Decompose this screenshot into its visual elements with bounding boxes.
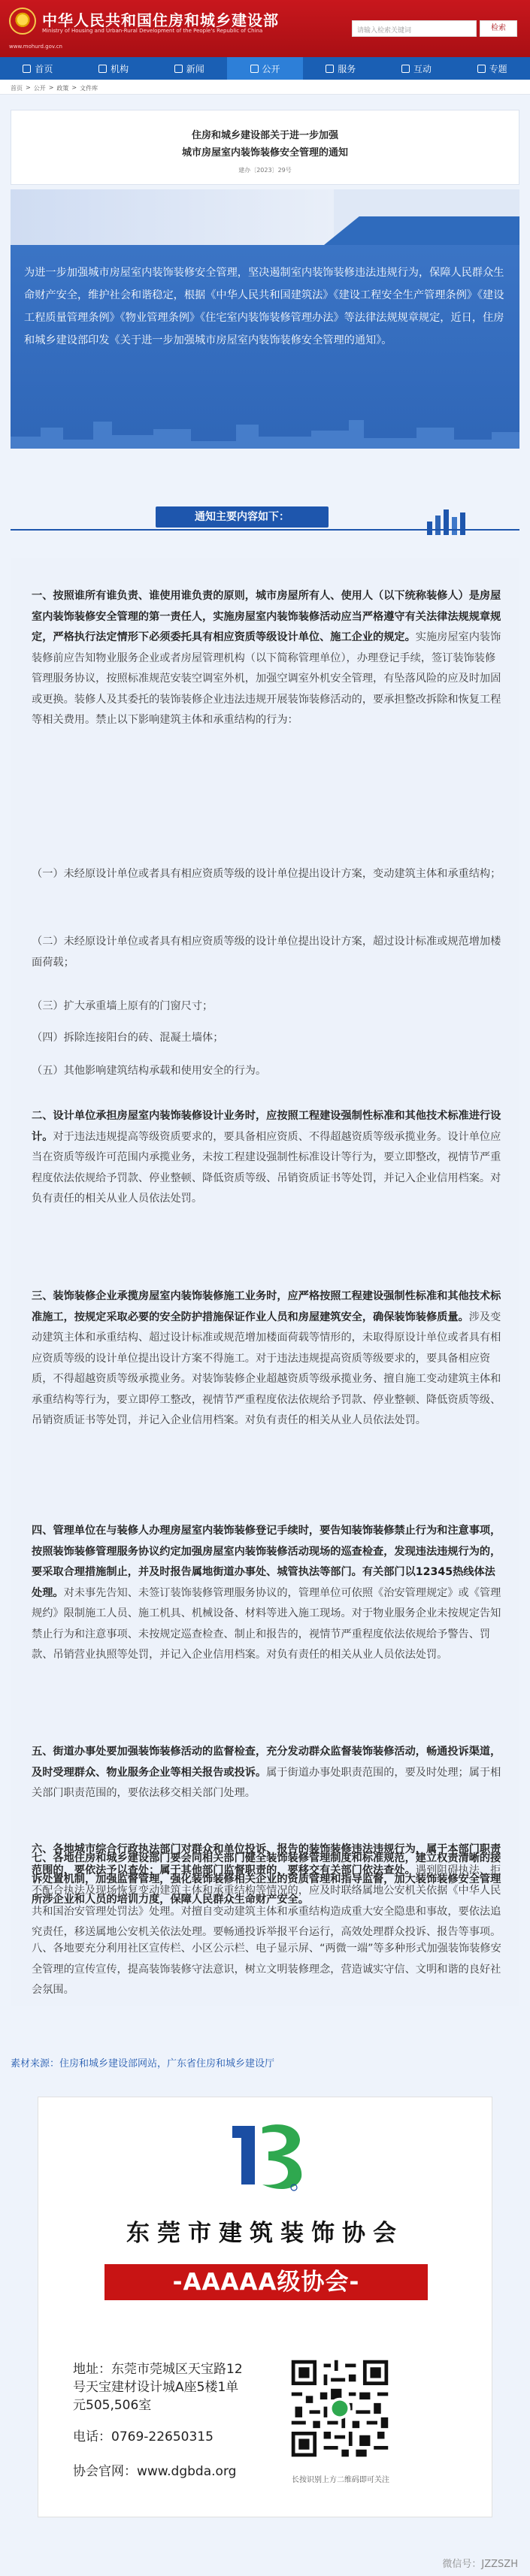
banner-decoration	[11, 189, 519, 245]
list-item: （五）其他影响建筑结构承载和使用安全的行为。	[32, 1065, 267, 1077]
breadcrumb-item[interactable]: 政策	[56, 85, 69, 92]
section-title: 通知主要内容如下：	[156, 506, 329, 528]
phone-number: 电话：0769-22650315	[73, 2429, 214, 2444]
association-card	[38, 2097, 492, 2517]
paragraph-7	[32, 1849, 501, 1911]
paragraph-text: 遇到阻碍执法、拒不配合执法及现场恢复变动建筑主体和承重结构等情况的，应及时联络属地公安机关依据《中华人民共和国治安管理处罚法》处理。对擅自变动建筑主体和承重结构造成重大安全隐患和事故，要依法追究责任，移送属地公安机关依法处理。要畅通投诉举报平台运行，高效处理群众投诉、报告等事项。	[32, 1864, 501, 1938]
qr-caption: 长按识别上方二维码即可关注	[292, 2476, 389, 2484]
nav-news[interactable]	[151, 57, 227, 80]
breadcrumb-item[interactable]: 公开	[33, 85, 46, 92]
site-domain: www.mohurd.gov.cn	[9, 44, 62, 50]
document-title-line1: 住房和城乡建设部关于进一步加强	[191, 130, 338, 141]
nav-label: 服务	[338, 63, 356, 74]
paragraph-text: 涉及变动建筑主体和承重结构、超过设计标准或规范增加楼面荷载等情形的，未取得原设计单位或者具有相应资质等级的设计单位提出设计方案不得施工。对于违法违规提高资质等级要求的，要具备相应资质，不得超越资质等级承揽业务。对装饰装修企业超越资质等级承揽业务、擅自施工变动建筑主体和承重结构等行为，要立即停工整改，视情节严重程度依法依规给予罚款、停业整顿、降低资质等级、吊销资质证书等处罚，并记入企业信用档案。对负有责任的相关从业人员依法处罚。	[32, 1311, 501, 1426]
site-header	[0, 0, 530, 57]
paragraph-lead: 一、按照谁所有谁负责、谁使用谁负责的原则，城市房屋所有人、使用人（以下统称装修人）是房屋室内装饰装修安全管理的第一责任人，实施房屋室内装饰装修活动应当严格遵守有关法律法规规章规定，严格执行法定情形下必须委托具有相应资质等级设计单位、施工企业的规定。	[32, 590, 501, 643]
nav-open[interactable]	[227, 57, 303, 80]
address-line: 号天宝建材设计城A座5楼1单	[73, 2380, 239, 2395]
section-divider	[11, 529, 519, 531]
wechat-watermark: 微信号：JZZSZH	[442, 2559, 518, 2570]
source-credit: 素材来源：住房和城乡建设部网站，广东省住房和城乡建设厅	[11, 2058, 275, 2070]
nav-organization[interactable]	[76, 57, 152, 80]
intro-banner	[11, 189, 519, 449]
association-name: 东莞市建筑装饰协会	[126, 2220, 404, 2247]
qr-code-icon[interactable]	[288, 2357, 392, 2460]
nav-home[interactable]	[0, 57, 76, 80]
paragraph-2	[32, 1106, 501, 1210]
paragraph-lead: 六、各地城市综合行政执法部门对群众和单位投诉、报告的装饰装修违法违规行为，属于本部门职责范围的，要依法予以查处；属于其他部门监督职责的，要移交有关部门依法查处。	[32, 1843, 501, 1876]
association-logo-icon	[225, 2117, 307, 2192]
paragraph-lead: 五、街道办事处要加强装饰装修活动的监督检查，充分发动群众监督装饰装修活动，畅通投诉渠道，及时受理群众、物业服务企业等相关报告或投诉。	[32, 1746, 501, 1779]
search-button[interactable]: 检索	[480, 20, 517, 37]
chat-icon	[401, 65, 410, 73]
list-item: （一）未经原设计单位或者具有相应资质等级的设计单位提出设计方案，变动建筑主体和承重结构；	[32, 868, 501, 880]
paragraph-lead: 四、管理单位在与装修人办理房屋室内装饰装修登记手续时，要告知装饰装修禁止行为和注意事项，按照装饰装修管理服务协议约定加强房屋室内装饰装修活动现场的巡查检查，发现违法违规行为的，要采取合理措施制止，并及时报告属地街道办事处、城管执法等部门。有关部门以12345热线体法处理。	[32, 1525, 501, 1599]
document-title-line2: 城市房屋室内装饰装修安全管理的通知	[181, 147, 348, 159]
list-item: （三）扩大承重墙上原有的门窗尺寸；	[32, 1000, 214, 1012]
section-header	[11, 460, 519, 558]
paragraph-1	[32, 586, 501, 731]
document-number: 建办〔2023〕29号	[238, 167, 292, 174]
document-title-card	[11, 110, 519, 185]
paragraph-lead: 二、设计单位承担房屋室内装饰装修设计业务时，应按照工程建设强制性标准和其他技术标准进行设计。	[32, 1110, 501, 1143]
building-icon	[98, 65, 107, 73]
paragraph-lead: 七、各地住房和城乡建设部门要会同相关部门健全装饰装修管理制度和标准规范，建立权责清晰的接诉处置机制，加强监督管理，强化装饰装修相关企业的资质管理和指导监督，加大装饰装修安全管理所涉企业和人员的培训力度，保障人民群众生命财产安全。	[32, 1852, 501, 1906]
paragraph-8: 八、各地要充分利用社区宣传栏、小区公示栏、电子显示屏、“两微一端”等多种形式加强装饰装修安全管理的宣传宣传，提高装饰装修守法意识，树立文明装修理念，营造诚实守信、文明和谐的良好社会氛围。	[32, 1943, 501, 1996]
breadcrumb: 首页 > 公开 > 政策 > 文件库	[0, 80, 530, 95]
bar-chart-icon	[424, 505, 477, 535]
nav-topic[interactable]	[454, 57, 530, 80]
nav-interaction[interactable]	[379, 57, 455, 80]
topic-icon	[477, 65, 486, 73]
site-title: 中华人民共和国住房和城乡建设部	[42, 11, 279, 29]
nav-service[interactable]	[303, 57, 379, 80]
nav-label: 机构	[111, 63, 129, 74]
paragraph-3	[32, 1286, 501, 1432]
national-emblem-icon	[9, 8, 36, 35]
paragraph-text: 实施房屋室内装饰装修前应告知物业服务企业或者房屋管理机构（以下简称管理单位），办理登记手续，签订装饰装修管理服务协议，按照标准规范安装空调室外机，加强空调室外机安全管理，有坠落风险的应及时加固或更换。装修人及其委托的装饰装修企业违法违规开展装饰装修活动的，要承担整改拆除和恢复工程等相关费用。禁止以下影响建筑主体和承重结构的行为：	[32, 631, 501, 726]
website-link[interactable]: 协会官网：www.dgbda.org	[73, 2464, 237, 2479]
site-title-english: Ministry of Housing and Urban-Rural Development of the People's Republic of China	[42, 28, 263, 34]
list-item: （二）未经原设计单位或者具有相应资质等级的设计单位提出设计方案，超过设计标准或规范增加楼面荷载；	[32, 936, 501, 969]
breadcrumb-item[interactable]: 文件库	[80, 85, 98, 92]
article-body	[11, 558, 519, 2006]
breadcrumb-item[interactable]: 首页	[11, 85, 23, 92]
association-grade-banner: -AAAAA级协会-	[104, 2264, 428, 2300]
nav-label: 互动	[413, 63, 432, 74]
paragraph-text: 对未事先告知、未签订装饰装修管理服务协议的，管理单位可依照《治安管理规定》或《管理规约》限制施工人员、施工机具、机械设备、材料等进入施工现场。对于物业服务企业未按规定告知禁止行为和注意事项、未按规定巡查检查、制止和报告的，视情节严重程度依法依规给予警告、罚款、吊销营业执照等处罚，并记入企业信用档案。对负有责任的相关从业人员依法处罚。	[32, 1586, 501, 1661]
open-icon	[250, 65, 259, 73]
news-icon	[174, 65, 183, 73]
paragraph-5	[32, 1742, 501, 1804]
list-item: （四）拆除连接阳台的砖、混凝土墙体；	[32, 1032, 224, 1044]
address-line: 元505,506室	[73, 2398, 152, 2413]
paragraph-text: 对于违法违规提高等级资质要求的，要具备相应资质、不得超越资质等级承揽业务。设计单位应当在资质等级许可范围内承揽业务，未按工程建设强制性标准设计等行为，要立即整改，视情节严重程度依法依规给予罚款、停业整顿、降低资质等级、吊销资质证书等处罚，并记入企业信用档案。对负有责任的相关从业人员依法处罚。	[32, 1130, 501, 1205]
address-line: 地址：东莞市莞城区天宝路12	[73, 2362, 243, 2377]
nav-label: 公开	[262, 63, 280, 74]
intro-text: 为进一步加强城市房屋室内装饰装修安全管理，坚决遏制室内装饰装修违法违规行为，保障人民群众生命财产安全，维护社会和谐稳定，根据《中华人民共和国建筑法》《建设工程安全生产管理条例》《建设工程质量管理条例》《物业管理条例》《住宅室内装饰装修管理办法》等法律法规规章规定，近日，住房和城乡建设部印发《关于进一步加强城市房屋室内装饰装修安全管理的通知》。	[24, 267, 504, 346]
skyline-decoration	[11, 414, 519, 449]
search-input[interactable]: 请输入检索关键词	[352, 20, 477, 37]
home-icon	[23, 65, 31, 73]
service-icon	[326, 65, 334, 73]
nav-label: 专题	[489, 63, 507, 74]
paragraph-text: 属于街道办事处职责范围的，要及时处理；属于相关部门职责范围的，要依法移交相关部门处理。	[32, 1766, 501, 1799]
paragraph-lead: 三、装饰装修企业承揽房屋室内装饰装修施工业务时，应严格按照工程建设强制性标准和其他技术标准施工，按规定采取必要的安全防护措施保证作业人员和房屋建筑安全，确保装饰装修质量。	[32, 1290, 501, 1323]
nav-label: 新闻	[186, 63, 204, 74]
main-nav	[0, 57, 530, 80]
paragraph-4	[32, 1521, 501, 1666]
nav-label: 首页	[35, 63, 53, 74]
